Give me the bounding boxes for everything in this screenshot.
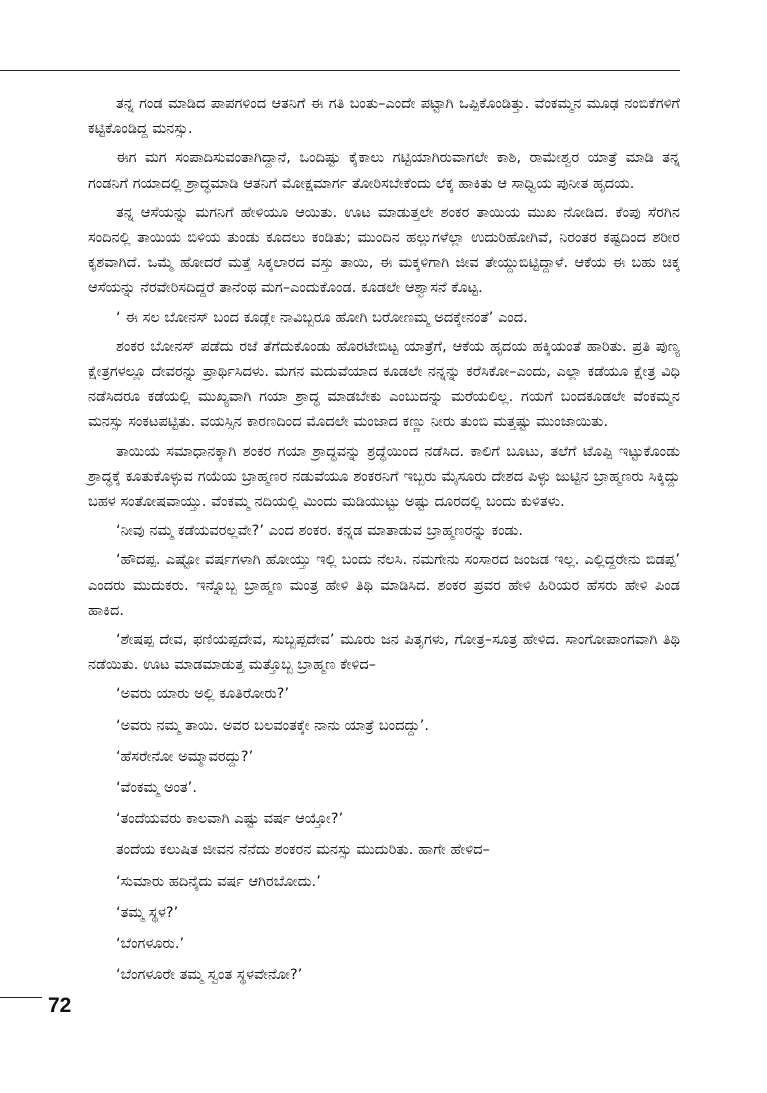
paragraph: ತನ್ನ ಗಂಡ ಮಾಡಿದ ಪಾಪಗಳಿಂದ ಆತನಿಗೆ ಈ ಗತಿ ಬಂತು–ಎಂದೇ ಪಟ್ಟಾಗಿ ಒಪ್ಪಿಕೊಂಡಿತ್ತು. ವೆಂಕಮ್ಮನ ಮೂಢ ನಂಬಿಕೆಗಳಿಗೆ ಕಟ್ಟಿಕೊಂಡಿದ್ದ ಮನಸ್ಸು.	[88, 96, 680, 138]
paragraph: ‘ ಈ ಸಲ ಬೋನಸ್ ಬಂದ ಕೂಡ್ಲೇ ನಾವಿಬ್ಬರೂ ಹೋಗಿ ಬರೋಣಮ್ಮ ಅದಕ್ಕೇನಂತೆ’ ಎಂದ.	[116, 309, 528, 326]
page-body	[88, 92, 680, 995]
dialogue-line: ‘ಬೆಂಗಳೂರೇ ತಮ್ಮ ಸ್ವಂತ ಸ್ಥಳವೇನೋ?’	[116, 967, 303, 984]
paragraph: ಈಗ ಮಗ ಸಂಪಾದಿಸುವಂತಾಗಿದ್ದಾನೆ, ಒಂದಿಷ್ಟು ಕೈಕಾಲು ಗಟ್ಟಿಯಾಗಿರುವಾಗಲೇ ಕಾಶಿ, ರಾಮೇಶ್ವರ ಯಾತ್ರೆ ಮಾಡಿ ತನ್ನ ಗಂಡನಿಗೆ ಗಯಾದಲ್ಲಿ ಶ್ರಾದ್ಧಮಾಡಿ ಆತನಿಗೆ ಮೋಕ್ಷಮಾರ್ಗ ತೋರಿಸಬೇಕೆಂದು ಲೆಕ್ಕ ಹಾಕಿತು ಆ ಸಾಧ್ವಿಯ ಪುನೀತ ಹೃದಯ.	[88, 150, 680, 192]
paragraph: ಶಂಕರ ಬೋನಸ್ ಪಡೆದು ರಜೆ ತೆಗೆದುಕೊಂಡು ಹೊರಟೇಬಿಟ್ಟ ಯಾತ್ರೆಗೆ, ಆಕೆಯ ಹೃದಯ ಹಕ್ಕಿಯಂತೆ ಹಾರಿತು. ಪ್ರತಿ ಪುಣ್ಯ ಕ್ಷೇತ್ರಗಳಲ್ಲೂ ದೇವರನ್ನು ಪ್ರಾರ್ಥಿಸಿದಳು. ಮಗನ ಮದುವೆಯಾದ ಕೂಡಲೇ ನನ್ನನ್ನು ಕರೆಸಿಕೋ–ಎಂದು, ಎಲ್ಲಾ ಕಡೆಯೂ ಕ್ಷೇತ್ರ ವಿಧಿ ನಡೆಸಿದರೂ ಕಡೆಯಲ್ಲಿ ಮುಖ್ಯವಾಗಿ ಗಯಾ ಶ್ರಾದ್ಧ ಮಾಡಬೇಕು ಎಂಬುದನ್ನು ಮರೆಯಲಿಲ್ಲ. ಗಯಗೆ ಬಂದಕೂಡಲೇ ವೆಂಕಮ್ಮನ ಮನಸ್ಸು ಸಂಕಟಪಟ್ಟಿತು. ವಯಸ್ಸಿನ ಕಾರಣದಿಂದ ಮೊದಲೇ ಮಂಜಾದ ಕಣ್ಣು ನೀರು ತುಂಬಿ ಮತ್ತಷ್ಟು ಮುಂಜಾಯಿತು.	[88, 338, 680, 431]
paragraph: ತಾಯಿಯ ಸಮಾಧಾನಕ್ಕಾಗಿ ಶಂಕರ ಗಯಾ ಶ್ರಾದ್ಧವನ್ನು ಶ್ರದ್ಧೆಯಿಂದ ನಡೆಸಿದ. ಕಾಲಿಗೆ ಬೂಟು, ತಲೆಗೆ ಟೊಪ್ಪಿ ಇಟ್ಟುಕೊಂಡು ಶ್ರಾದ್ಧಕ್ಕೆ ಕೂತುಕೊಳ್ಳುವ ಗಯೆಯ ಬ್ರಾಹ್ಮಣರ ನಡುವೆಯೂ ಶಂಕರನಿಗೆ ಇಬ್ಬರು ಮೈಸೂರು ದೇಶದ ಪಿಳ್ಳು ಜುಟ್ಟಿನ ಬ್ರಾಹ್ಮಣರು ಸಿಕ್ಕಿದ್ದು ಬಹಳ ಸಂತೋಷವಾಯ್ತು. ವೆಂಕಮ್ಮ ನದಿಯಲ್ಲಿ ಮಿಂದು ಮಡಿಯುಟ್ಟು ಅಷ್ಟು ದೂರದಲ್ಲಿ ಬಂದು ಕುಳಿತಳು.	[88, 443, 680, 511]
dialogue-line: ‘ತಮ್ಮ ಸ್ಥಳ?’	[116, 904, 179, 921]
paragraph: ತನ್ನ ಆಸೆಯನ್ನು ಮಗನಿಗೆ ಹೇಳಿಯೂ ಆಯಿತು. ಊಟ ಮಾಡುತ್ತಲೇ ಶಂಕರ ತಾಯಿಯ ಮುಖ ನೋಡಿದ. ಕೆಂಪು ಸೆರಗಿನ ಸಂದಿನಲ್ಲಿ ತಾಯಿಯ ಬಿಳಿಯ ತುಂಡು ಕೂದಲು ಕಂಡಿತು; ಮುಂದಿನ ಹಲ್ಲುಗಳೆಲ್ಲಾ ಉದುರಿಹೋಗಿವೆ, ನಿರಂತರ ಕಷ್ಟದಿಂದ ಶರೀರ ಕೃಶವಾಗಿದೆ. ಒಮ್ಮೆ ಹೋದರೆ ಮತ್ತೆ ಸಿಕ್ಕಲಾರದ ವಸ್ತು ತಾಯಿ, ಈ ಮಕ್ಕಳಿಗಾಗಿ ಜೀವ ತೇಯ್ದುಬಿಟ್ಟಿದ್ದಾಳೆ. ಆಕೆಯ ಈ ಬಹು ಚಿಕ್ಕ ಆಸೆಯನ್ನು ನೆರವೇರಿಸದಿದ್ದರೆ ತಾನೆಂಥ ಮಗ–ಎಂದುಕೊಂಡ. ಕೂಡಲೇ ಆಶ್ವಾಸನೆ ಕೊಟ್ಟ.	[88, 204, 680, 297]
dialogue-line: ‘ಹೆಸರೇನೋ ಅಮ್ಮಾವರದ್ದು?’	[116, 748, 254, 765]
dialogue-line: ‘ಸುಮಾರು ಹದಿನೈದು ವರ್ಷ ಆಗಿರಬೋದು.’	[116, 873, 321, 890]
dialogue-line: ‘ವೆಂಕಮ್ಮ ಅಂತ’.	[116, 780, 197, 797]
page-number: 72	[48, 994, 72, 1017]
dialogue-line: ‘ತಂದೆಯವರು ಕಾಲವಾಗಿ ಎಷ್ಟು ವರ್ಷ ಆಯ್ತೋ?’	[116, 811, 344, 828]
footer-rule	[0, 997, 42, 998]
paragraph: ‘ನೀವು ನಮ್ಮ ಕಡೆಯವರಲ್ಲವೇ?’ ಎಂದ ಶಂಕರ. ಕನ್ನಡ ಮಾತಾಡುವ ಬ್ರಾಹ್ಮಣರನ್ನು ಕಂಡು.	[116, 523, 524, 540]
dialogue-line: ‘ಬೆಂಗಳೂರು.’	[116, 936, 185, 953]
dialogue-line: ತಂದೆಯ ಕಲುಷಿತ ಜೀವನ ನೆನೆದು ಶಂಕರನ ಮನಸ್ಸು ಮುದುರಿತು. ಹಾಗೇ ಹೇಳಿದ–	[116, 842, 490, 859]
top-rule	[0, 70, 680, 71]
dialogue-line: ‘ಅವರು ನಮ್ಮ ತಾಯಿ. ಅವರ ಬಲವಂತಕ್ಕೇ ನಾನು ಯಾತ್ರೆ ಬಂದದ್ದು’.	[116, 717, 430, 734]
paragraph: ‘ಹೌದಪ್ಪ. ಎಷ್ಟೋ ವರ್ಷಗಳಾಗಿ ಹೋಯ್ತು ಇಲ್ಲಿ ಬಂದು ನೆಲಸಿ. ನಮಗೇನು ಸಂಸಾರದ ಜಂಜಡ ಇಲ್ಲ. ಎಲ್ಲಿದ್ದರೇನು ಬಿಡಪ್ಪ’ ಎಂದರು ಮುದುಕರು. ಇನ್ನೊಬ್ಬ ಬ್ರಾಹ್ಮಣ ಮಂತ್ರ ಹೇಳಿ ತಿಥಿ ಮಾಡಿಸಿದ. ಶಂಕರ ಪ್ರವರ ಹೇಳಿ ಹಿರಿಯರ ಹೆಸರು ಹೇಳಿ ಪಿಂಡ ಹಾಕಿದ.	[88, 552, 680, 619]
paragraph: ‘ಶೇಷಪ್ಪ ದೇವ, ಫಣಿಯಪ್ಪದೇವ, ಸುಬ್ಬಪ್ಪದೇವ’ ಮೂರು ಜನ ಪಿತೃಗಳು, ಗೋತ್ರ–ಸೂತ್ರ ಹೇಳಿದ. ಸಾಂಗೋಪಾಂಗವಾಗಿ ತಿಥಿ ನಡೆಯಿತು. ಊಟ ಮಾಡಮಾಡುತ್ತ ಮತ್ತೊಬ್ಬ ಬ್ರಾಹ್ಮಣ ಕೇಳಿದ–	[88, 632, 680, 674]
dialogue-line: ‘ಅವರು ಯಾರು ಅಲ್ಲಿ ಕೂತಿರೋರು?’	[116, 686, 290, 703]
